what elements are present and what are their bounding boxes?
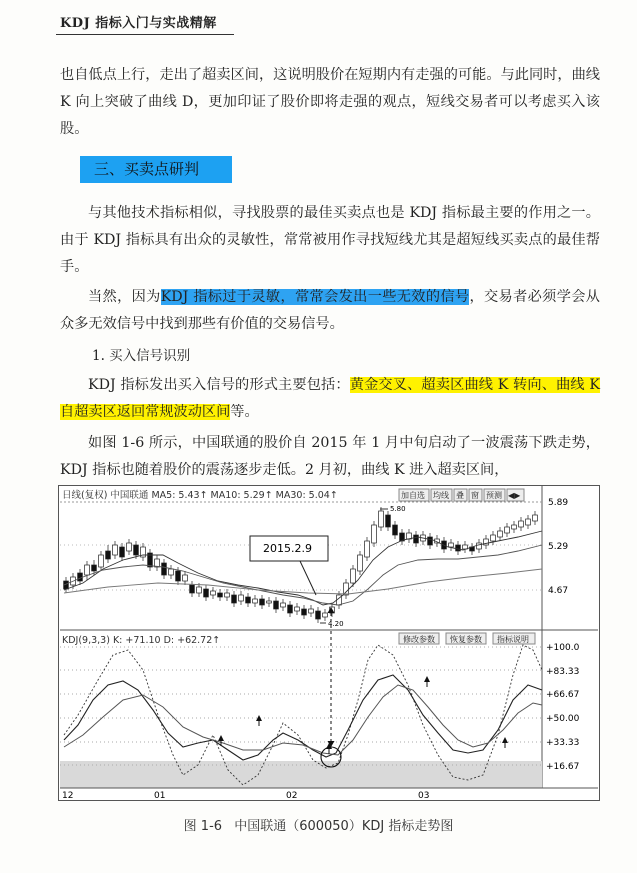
candle-body (386, 515, 391, 527)
kdj-tick-33: +33.33 (546, 738, 580, 748)
candle-body (288, 605, 293, 613)
para4-before: KDJ 指标发出买入信号的形式主要包括： (88, 377, 350, 393)
candle-body (92, 565, 97, 571)
btn-window-label: 窗 (471, 491, 479, 500)
candle-body (414, 535, 419, 543)
candle-body (498, 531, 503, 537)
candle-body (134, 545, 139, 555)
x-tick-02: 02 (286, 791, 298, 801)
candle-body (211, 591, 216, 595)
candle-body (358, 555, 363, 571)
candle-body (519, 521, 524, 527)
candle-body (169, 569, 174, 575)
candle-body (505, 527, 510, 533)
candle-body (456, 545, 461, 551)
candle-body (491, 535, 496, 541)
candle-body (197, 587, 202, 593)
running-header: KDJ 指标入门与实战精解 (60, 16, 217, 31)
candle-body (267, 601, 272, 603)
price-tick-5-89: 5.89 (548, 498, 569, 508)
candle-body (295, 607, 300, 611)
candle-body (316, 611, 321, 619)
candle-body (365, 541, 370, 557)
x-tick-12: 12 (62, 791, 74, 801)
para4-after: 等。 (230, 404, 259, 420)
stock-chart-svg (58, 485, 600, 801)
candle-body (526, 519, 531, 525)
candle-body (113, 545, 118, 555)
candle-body (85, 565, 90, 575)
para3-after: ，交易者必须学会从众多无效信号中找到那些有价值的交易信号。 (60, 289, 600, 332)
candle-body (323, 613, 328, 617)
btn-modify-params-label: 修改参数 (403, 635, 435, 644)
paragraph-3 (60, 284, 600, 338)
para3-highlight: KDJ 指标过于灵敏，常常会发出一些无效的信号 (160, 289, 470, 305)
btn-scroll-label: ◀▶ (508, 491, 521, 500)
btn-overlay-label: 叠 (456, 491, 464, 500)
candle-body (106, 551, 111, 559)
x-tick-01: 01 (154, 791, 166, 801)
candle-body (393, 525, 398, 535)
paragraph-2: 与其他技术指标相似，寻找股票的最佳买卖点也是 KDJ 指标最主要的作用之一。由于 KDJ 指标具有出众的灵敏性，常常被用作寻找短线尤其是超短线买卖点的最佳帮手。 (60, 205, 600, 275)
subheading-buy-signal: 1. 买入信号识别 (92, 348, 191, 364)
candle-body (232, 595, 237, 603)
candle-body (253, 599, 258, 603)
para3-before: 当然，因为 (88, 289, 161, 305)
btn-add-favorite-label: 加自选 (401, 491, 425, 500)
kdj-tick-83: +83.33 (546, 667, 580, 677)
callout-date: 2015.2.9 (263, 542, 312, 555)
candle-body (281, 603, 286, 607)
btn-forecast-label: 预测 (486, 491, 502, 500)
x-tick-03: 03 (418, 791, 430, 801)
price-tick-4-67: 4.67 (548, 586, 569, 596)
candle-body (372, 525, 377, 543)
candle-body (127, 543, 132, 551)
figure-caption (0, 815, 637, 834)
candle-body (533, 515, 538, 521)
candle-body (274, 601, 279, 609)
kdj-tick-17: +16.67 (546, 762, 580, 772)
kdj-tick-100: +100.0 (546, 643, 580, 653)
para4-highlight-1: 黄金交叉、超卖区曲线 K 转向、 (349, 377, 557, 393)
candle-body (176, 571, 181, 581)
candle-body (190, 585, 195, 593)
btn-restore-params-label: 恢复参数 (450, 635, 482, 644)
candle-body (120, 547, 125, 557)
candle-body (260, 599, 265, 605)
kdj-panel-header: KDJ(9,3,3) K: +71.10 D: +62.72↑ (62, 635, 221, 646)
candle-body (99, 555, 104, 567)
candle-body (309, 609, 314, 613)
price-tick-5-29: 5.29 (548, 542, 569, 552)
candle-body (379, 511, 384, 527)
para4-highlight-2: 曲线 K 自超卖区返回常规波动区间 (60, 377, 600, 420)
candle-body (78, 573, 83, 581)
annotation-high-5-80: 5.80 (390, 505, 406, 513)
candle-body (204, 589, 209, 597)
candle-body (477, 543, 482, 549)
candle-body (428, 537, 433, 545)
paragraph-4 (60, 372, 600, 426)
candle-body (218, 593, 223, 597)
section-heading: 三、买卖点研判 (80, 156, 232, 183)
candle-body (162, 563, 167, 575)
candle-body (239, 595, 244, 601)
candle-body (351, 569, 356, 583)
caption-text: 中国联通（600050）KDJ 指标走势图 (234, 819, 454, 834)
candle-body (512, 525, 517, 529)
annotation-low-4-20: 4.20 (328, 620, 344, 628)
candle-body (183, 575, 188, 581)
candle-body (246, 597, 251, 603)
paragraph-5: 如图 1-6 所示，中国联通的股价自 2015 年 1 月中旬启动了一波震荡下跌走势，KDJ 指标也随着股价的震荡逐步走低。2 月初，曲线 K 进入超卖区间， (60, 435, 600, 478)
btn-ma-label: 均线 (433, 491, 449, 500)
candle-body (302, 609, 307, 615)
caption-figure-number: 图 1-6 (183, 819, 223, 834)
candle-body (225, 593, 230, 597)
btn-indicator-help-label: 指标说明 (497, 635, 529, 644)
header-rule (56, 34, 234, 35)
candle-body (449, 543, 454, 547)
kdj-tick-50: +50.00 (546, 714, 580, 724)
price-panel-header: 日线(复权) 中国联通 MA5: 5.43↑ MA10: 5.29↑ MA30: 5.04↑ (62, 490, 338, 501)
figure-kdj-chart (58, 485, 600, 801)
kdj-tick-67: +66.67 (546, 690, 580, 700)
paragraph-1: 也自低点上行，走出了超卖区间，这说明股价在短期内有走强的可能。与此同时，曲线 K 向上突破了曲线 D，更加印证了股价即将走强的观点，短线交易者可以考虑买入该股。 (60, 67, 600, 137)
